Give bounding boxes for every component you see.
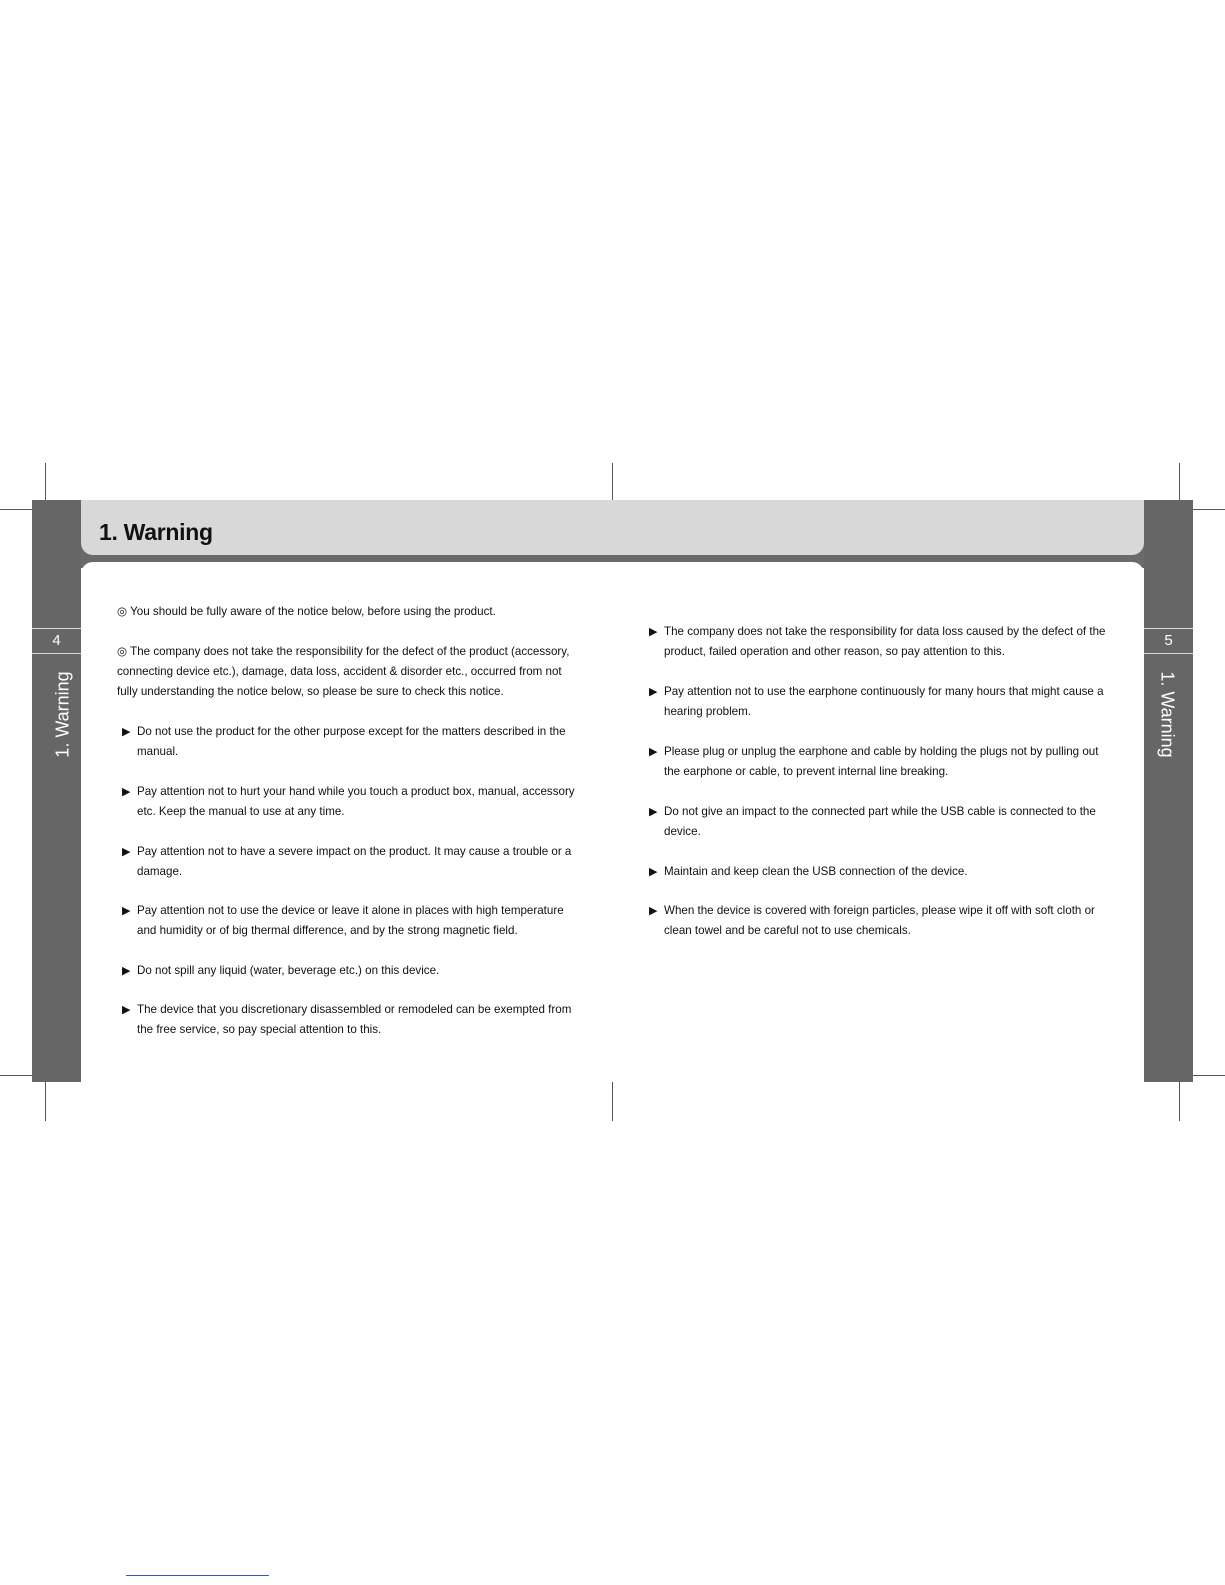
list-item-text: Pay attention not to have a severe impact on the product. It may cause a trouble or a damage. (137, 845, 572, 878)
bullet-icon: ▶ (122, 726, 131, 738)
list-item (122, 842, 577, 882)
list-item-text: Do not use the product for the other purpose except for the matters described in the manual. (137, 725, 566, 758)
left-side-label: 1. Warning (52, 671, 73, 758)
list-item (649, 622, 1109, 662)
right-side-label: 1. Warning (1157, 671, 1178, 758)
list-item (122, 1000, 577, 1040)
list-item-text: The device that you discretionary disassembled or remodeled can be exempted from the free service, so pay special attention to this. (137, 1003, 572, 1036)
bullet-icon: ▶ (122, 905, 131, 917)
bullet-icon: ▶ (122, 846, 131, 858)
list-item-text: Do not spill any liquid (water, beverage etc.) on this device. (137, 964, 440, 977)
left-page-number: 4 (32, 628, 81, 654)
bullet-icon: ▶ (122, 965, 131, 977)
note-item (117, 602, 577, 622)
list-item (122, 961, 577, 981)
note-text: You should be fully aware of the notice below, before using the product. (130, 605, 496, 618)
list-item (122, 901, 577, 941)
note-item (117, 642, 577, 702)
bullet-icon: ▶ (122, 786, 131, 798)
note-symbol: ◎ (117, 605, 128, 618)
list-item-text: Pay attention not to use the device or leave it alone in places with high temperature and humidity or of big thermal difference, and by the strong magnetic field. (137, 904, 564, 937)
right-page-number: 5 (1144, 628, 1193, 654)
bullet-icon: ▶ (649, 905, 658, 917)
list-item-text: When the device is covered with foreign particles, please wipe it off with soft cloth or clean towel and be careful not to use chemicals. (664, 904, 1095, 937)
list-item-text: Pay attention not to hurt your hand while you touch a product box, manual, accessory etc. Keep the manual to use at any time. (137, 785, 575, 818)
list-item (649, 862, 1109, 882)
note-text: The company does not take the responsibility for the defect of the product (accessory, connecting device etc.), damage, data loss, accident & disorder etc., occurred from not fully understanding the notice below, so please be sure to check this notice. (117, 645, 570, 698)
bullet-icon: ▶ (122, 1004, 131, 1016)
underline-mark (126, 1575, 269, 1576)
list-item (122, 782, 577, 822)
list-item-text: Pay attention not to use the earphone continuously for many hours that might cause a hearing problem. (664, 685, 1104, 718)
bullet-icon: ▶ (649, 626, 658, 638)
left-side-tab (32, 500, 81, 1082)
list-item (649, 742, 1109, 782)
bullet-icon: ▶ (649, 866, 658, 878)
right-side-tab (1144, 500, 1193, 1082)
list-item (649, 901, 1109, 941)
list-item-text: Maintain and keep clean the USB connection of the device. (664, 865, 968, 878)
page-title: 1. Warning (99, 519, 213, 545)
bullet-icon: ▶ (649, 806, 658, 818)
list-item-text: Please plug or unplug the earphone and cable by holding the plugs not by pulling out the earphone or cable, to prevent internal line breaking. (664, 745, 1099, 778)
note-symbol: ◎ (117, 645, 128, 658)
list-item (649, 682, 1109, 722)
list-item-text: Do not give an impact to the connected part while the USB cable is connected to the device. (664, 805, 1096, 838)
list-item (649, 802, 1109, 842)
list-item (122, 722, 577, 762)
bullet-icon: ▶ (649, 686, 658, 698)
header-bar (81, 500, 1144, 555)
list-item-text: The company does not take the responsibility for data loss caused by the defect of the product, failed operation and other reason, so pay attention to this. (664, 625, 1106, 658)
bullet-icon: ▶ (649, 746, 658, 758)
